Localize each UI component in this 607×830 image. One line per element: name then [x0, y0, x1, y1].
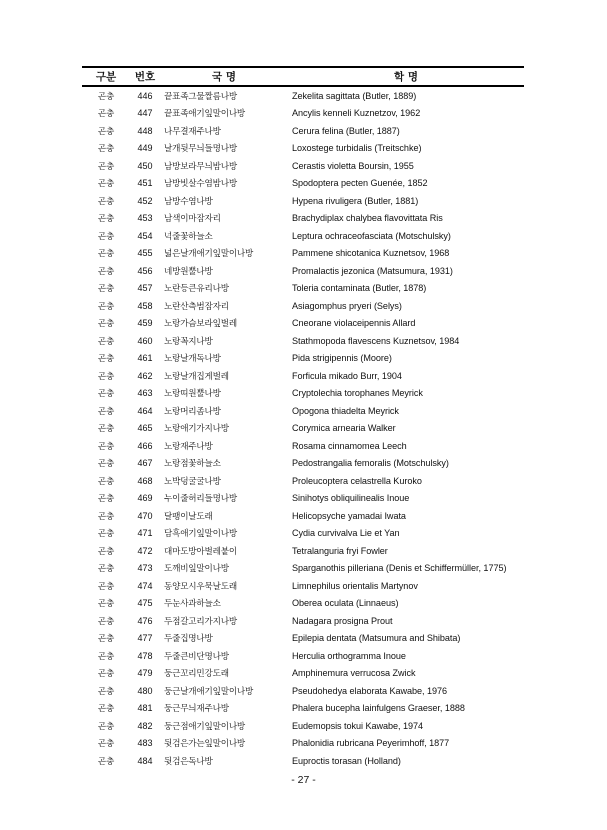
category-cell: 곤충 — [97, 529, 115, 540]
table-row — [82, 385, 524, 403]
korean-name-cell: 노랑띠원뿔나방 — [164, 389, 221, 400]
scientific-name-cell: Cneorane violaceipennis Allard — [292, 318, 416, 329]
korean-name-cell: 끝표족애기잎말이나방 — [164, 109, 246, 120]
table-row — [82, 472, 524, 490]
korean-name-cell: 넉줄꽃하늘소 — [164, 231, 213, 242]
category-cell: 곤충 — [97, 301, 115, 312]
korean-name-cell: 뒷검은가는잎말이나방 — [164, 739, 246, 750]
scientific-name-cell: Corymica arnearia Walker — [292, 423, 396, 434]
scientific-name-cell: Asiagomphus pryeri (Selys) — [292, 300, 402, 311]
header-category: 구분 — [82, 67, 130, 86]
number-cell: 461 — [137, 353, 153, 364]
table-row — [82, 577, 524, 595]
korean-name-cell: 둥근무늬재주나방 — [164, 704, 229, 715]
table-header — [82, 67, 524, 86]
number-cell: 470 — [137, 510, 153, 521]
korean-name-cell: 날개뒷무늬들명나방 — [164, 144, 237, 155]
number-cell: 446 — [137, 90, 153, 101]
category-cell: 곤충 — [97, 494, 115, 505]
header-scientific-name: 학 명 — [288, 67, 524, 86]
scientific-name-cell: Cryptolechia torophanes Meyrick — [292, 388, 423, 399]
scientific-name-cell: Cerastis violetta Boursin, 1955 — [292, 160, 414, 171]
category-cell: 곤충 — [97, 459, 115, 470]
number-cell: 484 — [137, 755, 153, 766]
number-cell: 474 — [137, 580, 153, 591]
category-cell: 곤충 — [97, 214, 115, 225]
scientific-name-cell: Sinihotys obliquilinealis Inoue — [292, 493, 410, 504]
korean-name-cell: 노란등큰유리나방 — [164, 284, 229, 295]
category-cell: 곤충 — [97, 91, 115, 102]
table-row — [82, 595, 524, 613]
number-cell: 480 — [137, 685, 153, 696]
table-row — [82, 262, 524, 280]
korean-name-cell: 네방원뿔나방 — [164, 266, 213, 277]
category-cell: 곤충 — [97, 179, 115, 190]
number-cell: 457 — [137, 283, 153, 294]
number-cell: 481 — [137, 703, 153, 714]
category-cell: 곤충 — [97, 564, 115, 575]
category-cell: 곤충 — [97, 406, 115, 417]
scientific-name-cell: Herculia orthogramma Inoue — [292, 650, 406, 661]
number-cell: 483 — [137, 738, 153, 749]
korean-name-cell: 노랑날개독나방 — [164, 354, 221, 365]
number-cell: 458 — [137, 300, 153, 311]
table-row — [82, 647, 524, 665]
category-cell: 곤충 — [97, 266, 115, 277]
category-cell: 곤충 — [97, 424, 115, 435]
table-row — [82, 175, 524, 193]
category-cell: 곤충 — [97, 284, 115, 295]
scientific-name-cell: Brachydiplax chalybea flavovittata Ris — [292, 213, 443, 224]
category-cell: 곤충 — [97, 686, 115, 697]
scientific-name-cell: Nadagara prosigna Prout — [292, 615, 393, 626]
scientific-name-cell: Ancylis kenneli Kuznetzov, 1962 — [292, 108, 421, 119]
table-row — [82, 105, 524, 123]
scientific-name-cell: Opogona thiadelta Meyrick — [292, 405, 399, 416]
table-row — [82, 332, 524, 350]
table-row — [82, 227, 524, 245]
table-row — [82, 542, 524, 560]
scientific-name-cell: Proleucoptera celastrella Kuroko — [292, 475, 422, 486]
number-cell: 455 — [137, 248, 153, 259]
category-cell: 곤충 — [97, 126, 115, 137]
number-cell: 468 — [137, 475, 153, 486]
scientific-name-cell: Amphinemura verrucosa Zwick — [292, 668, 416, 679]
table-row — [82, 315, 524, 333]
korean-name-cell: 남색이마잠자리 — [164, 214, 221, 225]
table-row — [82, 122, 524, 140]
scientific-name-cell: Oberea oculata (Linnaeus) — [292, 598, 399, 609]
number-cell: 463 — [137, 388, 153, 399]
table-row — [82, 682, 524, 700]
table-row — [82, 280, 524, 298]
table-row — [82, 350, 524, 368]
number-cell: 478 — [137, 650, 153, 661]
korean-name-cell: 동양모시우묵날도래 — [164, 581, 237, 592]
category-cell: 곤충 — [97, 669, 115, 680]
korean-name-cell: 달팽이날도래 — [164, 511, 213, 522]
scientific-name-cell: Forficula mikado Burr, 1904 — [292, 370, 402, 381]
number-cell: 454 — [137, 230, 153, 241]
category-cell: 곤충 — [97, 319, 115, 330]
table-row — [82, 245, 524, 263]
number-cell: 476 — [137, 615, 153, 626]
scientific-name-cell: Limnephilus orientalis Martynov — [292, 580, 418, 591]
korean-name-cell: 노랑가슴보라잎벌레 — [164, 319, 237, 330]
korean-name-cell: 노랑애기가지나방 — [164, 424, 229, 435]
korean-name-cell: 남방보라무늬밤나방 — [164, 161, 237, 172]
table-row — [82, 490, 524, 508]
category-cell: 곤충 — [97, 616, 115, 627]
scientific-name-cell: Promalactis jezonica (Matsumura, 1931) — [292, 265, 453, 276]
scientific-name-cell: Cerura felina (Butler, 1887) — [292, 125, 400, 136]
number-cell: 448 — [137, 125, 153, 136]
korean-name-cell: 노랑재주나방 — [164, 441, 213, 452]
number-cell: 482 — [137, 720, 153, 731]
number-cell: 449 — [137, 143, 153, 154]
scientific-name-cell: Loxostege turbidalis (Treitschke) — [292, 143, 422, 154]
korean-name-cell: 나무결재주나방 — [164, 126, 221, 137]
header-row — [82, 67, 524, 86]
number-cell: 459 — [137, 318, 153, 329]
number-cell: 471 — [137, 528, 153, 539]
category-cell: 곤충 — [97, 336, 115, 347]
scientific-name-cell: Euproctis torasan (Holland) — [292, 755, 401, 766]
number-cell: 469 — [137, 493, 153, 504]
korean-name-cell: 두줄집명나방 — [164, 634, 213, 645]
table-row — [82, 86, 524, 105]
category-cell: 곤충 — [97, 196, 115, 207]
scientific-name-cell: Leptura ochraceofasciata (Motschulsky) — [292, 230, 451, 241]
category-cell: 곤충 — [97, 704, 115, 715]
table-row — [82, 157, 524, 175]
table-row — [82, 700, 524, 718]
category-cell: 곤충 — [97, 511, 115, 522]
korean-name-cell: 둥근점애기잎말이나방 — [164, 721, 246, 732]
scientific-name-cell: Zekelita sagittata (Butler, 1889) — [292, 90, 417, 101]
korean-name-cell: 노랑날개집게벌레 — [164, 371, 229, 382]
table-row — [82, 367, 524, 385]
korean-name-cell: 노란산측범잠자리 — [164, 301, 229, 312]
number-cell: 450 — [137, 160, 153, 171]
number-cell: 465 — [137, 423, 153, 434]
table-row — [82, 630, 524, 648]
scientific-name-cell: Helicopsyche yamadai Iwata — [292, 510, 406, 521]
number-cell: 453 — [137, 213, 153, 224]
table-row — [82, 210, 524, 228]
category-cell: 곤충 — [97, 109, 115, 120]
number-cell: 475 — [137, 598, 153, 609]
table-row — [82, 752, 524, 770]
korean-name-cell: 도깨비잎말이나방 — [164, 564, 229, 575]
category-cell: 곤충 — [97, 581, 115, 592]
scientific-name-cell: Pida strigipennis (Moore) — [292, 353, 392, 364]
korean-name-cell: 두점갈고리가지나방 — [164, 616, 237, 627]
scientific-name-cell: Phalonidia rubricana Peyerimhoff, 1877 — [292, 738, 450, 749]
number-cell: 477 — [137, 633, 153, 644]
category-cell: 곤충 — [97, 249, 115, 260]
scientific-name-cell: Pseudohedya elaborata Kawabe, 1976 — [292, 685, 448, 696]
number-cell: 460 — [137, 335, 153, 346]
scientific-name-cell: Epilepia dentata (Matsumura and Shibata) — [292, 633, 461, 644]
korean-name-cell: 노랑머리좀나방 — [164, 406, 221, 417]
korean-name-cell: 노랑점꽃하늘소 — [164, 459, 221, 470]
table-row — [82, 665, 524, 683]
scientific-name-cell: Eudemopsis tokui Kawabe, 1974 — [292, 720, 424, 731]
category-cell: 곤충 — [97, 231, 115, 242]
category-cell: 곤충 — [97, 546, 115, 557]
number-cell: 472 — [137, 545, 153, 556]
korean-name-cell: 담흑애기잎말이나방 — [164, 529, 237, 540]
table-row — [82, 140, 524, 158]
scientific-name-cell: Pedostrangalia femoralis (Motschulsky) — [292, 458, 449, 469]
scientific-name-cell: Hypena rivuligera (Butler, 1881) — [292, 195, 419, 206]
korean-name-cell: 누이줄허리들명나방 — [164, 494, 237, 505]
category-cell: 곤충 — [97, 389, 115, 400]
table-row — [82, 437, 524, 455]
table-row — [82, 612, 524, 630]
table-row — [82, 735, 524, 753]
number-cell: 451 — [137, 178, 153, 189]
korean-name-cell: 둥근꼬리민강도래 — [164, 669, 229, 680]
category-cell: 곤충 — [97, 371, 115, 382]
scientific-name-cell: Stathmopoda flavescens Kuznetsov, 1984 — [292, 335, 460, 346]
number-cell: 467 — [137, 458, 153, 469]
page-number: - 27 - — [291, 774, 316, 786]
korean-name-cell: 노랑꼭지나방 — [164, 336, 213, 347]
korean-name-cell: 남방빗살수염밤나방 — [164, 179, 237, 190]
number-cell: 466 — [137, 440, 153, 451]
category-cell: 곤충 — [97, 721, 115, 732]
category-cell: 곤충 — [97, 756, 115, 767]
korean-name-cell: 대마도방아벌레붙이 — [164, 546, 237, 557]
category-cell: 곤충 — [97, 476, 115, 487]
scientific-name-cell: Rosama cinnamomea Leech — [292, 440, 407, 451]
korean-name-cell: 끝표족그물짤름나방 — [164, 91, 237, 102]
table-row — [82, 455, 524, 473]
category-cell: 곤충 — [97, 739, 115, 750]
header-korean-name: 국 명 — [160, 67, 288, 86]
table-row — [82, 297, 524, 315]
table-row — [82, 717, 524, 735]
korean-name-cell: 노박덩굴굴나방 — [164, 476, 221, 487]
number-cell: 456 — [137, 265, 153, 276]
category-cell: 곤충 — [97, 161, 115, 172]
header-number: 번호 — [130, 67, 160, 86]
korean-name-cell: 뒷검은독나방 — [164, 756, 213, 767]
table-body — [82, 86, 524, 770]
table-row — [82, 507, 524, 525]
number-cell: 447 — [137, 108, 153, 119]
table-row — [82, 560, 524, 578]
scientific-name-cell: Sparganothis pilleriana (Denis et Schiffermüller, 1775) — [292, 563, 507, 574]
korean-name-cell: 넓은날개애기잎말이나방 — [164, 249, 254, 260]
number-cell: 479 — [137, 668, 153, 679]
scientific-name-cell: Cydia curvivalva Lie et Yan — [292, 528, 400, 539]
korean-name-cell: 둥근날개애기잎말이나방 — [164, 686, 254, 697]
number-cell: 452 — [137, 195, 153, 206]
species-table — [82, 66, 524, 770]
scientific-name-cell: Pammene shicotanica Kuznetsov, 1968 — [292, 248, 450, 259]
category-cell: 곤충 — [97, 354, 115, 365]
korean-name-cell: 남방수염나방 — [164, 196, 213, 207]
category-cell: 곤충 — [97, 634, 115, 645]
scientific-name-cell: Spodoptera pecten Guenée, 1852 — [292, 178, 428, 189]
table-row — [82, 420, 524, 438]
number-cell: 473 — [137, 563, 153, 574]
scientific-name-cell: Phalera bucepha lainfulgens Graeser, 1888 — [292, 703, 465, 714]
scientific-name-cell: Tetralanguria fryi Fowler — [292, 545, 388, 556]
table-row — [82, 402, 524, 420]
category-cell: 곤충 — [97, 651, 115, 662]
korean-name-cell: 두줄큰비단명나방 — [164, 651, 229, 662]
number-cell: 464 — [137, 405, 153, 416]
category-cell: 곤충 — [97, 441, 115, 452]
category-cell: 곤충 — [97, 599, 115, 610]
table-row — [82, 525, 524, 543]
category-cell: 곤충 — [97, 144, 115, 155]
korean-name-cell: 두눈사과하늘소 — [164, 599, 221, 610]
number-cell: 462 — [137, 370, 153, 381]
table-row — [82, 192, 524, 210]
scientific-name-cell: Toleria contaminata (Butler, 1878) — [292, 283, 427, 294]
